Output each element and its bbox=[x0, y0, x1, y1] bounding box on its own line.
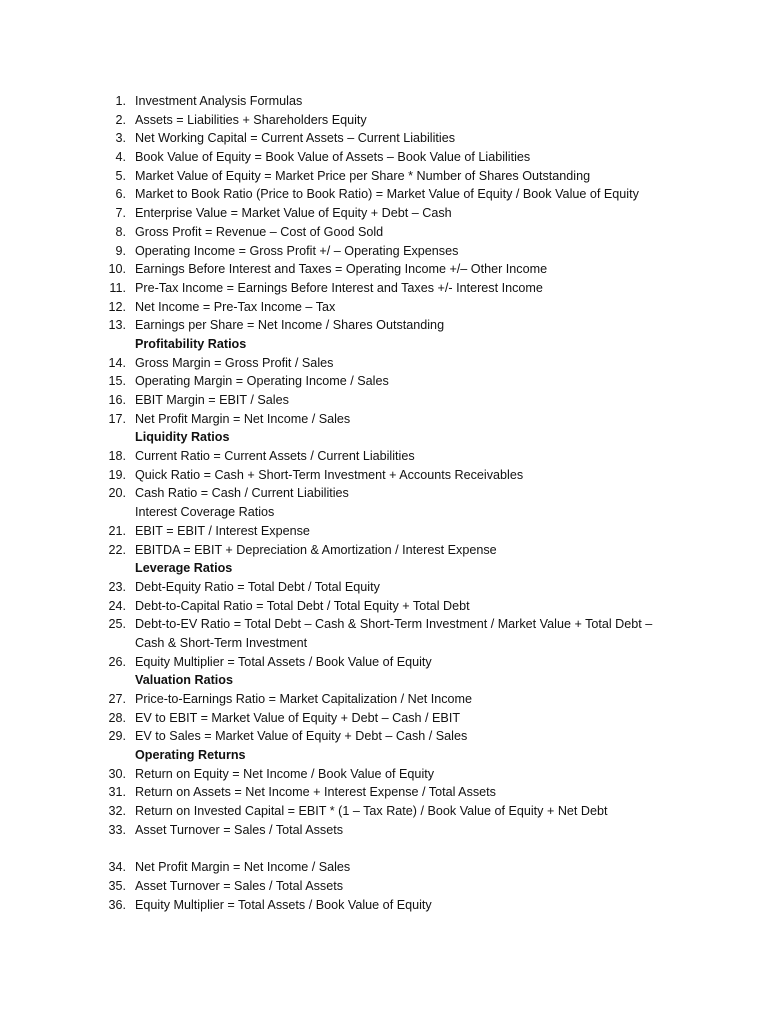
list-item-text: Price-to-Earnings Ratio = Market Capitalization / Net Income bbox=[135, 692, 473, 706]
list-item-number: 19. bbox=[108, 467, 126, 482]
list-item-text: Asset Turnover = Sales / Total Assets bbox=[135, 878, 344, 893]
list-item-number: 17. bbox=[108, 411, 126, 426]
list-item bbox=[0, 541, 768, 560]
list-item-text: Net Profit Margin = Net Income / Sales bbox=[135, 411, 351, 426]
list-item bbox=[0, 279, 768, 298]
list-item-text: Net Working Capital = Current Assets – Current Liabilities bbox=[135, 131, 455, 146]
list-item-text: Earnings per Share = Net Income / Shares Outstanding bbox=[135, 318, 445, 333]
list-item-number: 12. bbox=[108, 299, 126, 314]
list-item-text: EBIT = EBIT / Interest Expense bbox=[135, 523, 310, 538]
list-item-number: 22. bbox=[108, 542, 126, 557]
list-item-number: 3. bbox=[115, 131, 126, 146]
list-item bbox=[0, 316, 768, 335]
list-item bbox=[0, 204, 768, 223]
section-heading bbox=[0, 746, 768, 765]
list-item-text: Cash Ratio = Cash / Current Liabilities bbox=[135, 486, 349, 501]
blank-line bbox=[0, 840, 768, 859]
list-item-number: 11. bbox=[109, 280, 126, 295]
list-item bbox=[0, 447, 768, 466]
list-item-text: EBITDA = EBIT + Depreciation & Amortization / Interest Expense bbox=[135, 542, 497, 557]
list-item-number: 18. bbox=[108, 449, 126, 464]
list-item-text: Current Ratio = Current Assets / Current Liabilities bbox=[135, 449, 415, 464]
list-item-number: 14. bbox=[108, 355, 126, 370]
list-item-text: Assets = Liabilities + Shareholders Equity bbox=[135, 112, 367, 127]
list-item-number: 6. bbox=[115, 187, 126, 202]
list-item bbox=[0, 896, 768, 915]
list-item-text: Operating Income = Gross Profit +/ – Operating Expenses bbox=[135, 243, 459, 258]
list-item-number: 15. bbox=[108, 374, 126, 389]
list-item-text: Earnings Before Interest and Taxes = Operating Income +/– Other Income bbox=[135, 262, 548, 277]
list-item-number: 8. bbox=[115, 224, 126, 239]
list-item-number: 13. bbox=[108, 318, 126, 333]
list-item bbox=[0, 765, 768, 784]
list-item-text: Market Value of Equity = Market Price per Share * Number of Shares Outstanding bbox=[135, 168, 591, 183]
list-item-text: Market to Book Ratio (Price to Book Ratio) = Market Value of Equity / Book Value of Equity bbox=[135, 187, 639, 202]
list-item bbox=[0, 242, 768, 261]
formula-list bbox=[0, 92, 768, 914]
list-item bbox=[0, 92, 768, 111]
list-item bbox=[0, 354, 768, 373]
list-item-number: 5. bbox=[115, 168, 126, 183]
list-item-text: Debt-to-Capital Ratio = Total Debt / Total Equity + Total Debt bbox=[135, 598, 470, 613]
list-item-text: Gross Profit = Revenue – Cost of Good Sold bbox=[135, 224, 384, 239]
list-item bbox=[0, 410, 768, 429]
section-heading-text: Interest Coverage Ratios bbox=[135, 505, 275, 520]
list-item bbox=[0, 223, 768, 242]
list-item-number: 34. bbox=[108, 860, 126, 875]
list-item-number: 25. bbox=[108, 617, 126, 632]
list-item bbox=[0, 484, 768, 503]
list-item-text: Enterprise Value = Market Value of Equity + Debt – Cash bbox=[135, 206, 452, 221]
section-heading-text: Liquidity Ratios bbox=[135, 430, 230, 445]
list-item-number: 28. bbox=[108, 710, 126, 725]
list-item bbox=[0, 615, 768, 634]
section-heading bbox=[0, 503, 768, 522]
section-heading-text: Leverage Ratios bbox=[135, 561, 233, 576]
list-item-number: 4. bbox=[115, 150, 126, 165]
list-item-number: 1. bbox=[115, 94, 126, 108]
list-item-text: EBIT Margin = EBIT / Sales bbox=[135, 393, 289, 407]
section-heading-text: Profitability Ratios bbox=[135, 336, 247, 351]
list-item-text: Equity Multiplier = Total Assets / Book Value of Equity bbox=[135, 654, 432, 669]
list-item-text: Debt-to-EV Ratio = Total Debt – Cash & Short-Term Investment / Market Value + Total Debt – bbox=[135, 617, 653, 632]
list-item-text: Debt-Equity Ratio = Total Debt / Total Equity bbox=[135, 579, 380, 594]
list-item-text: Book Value of Equity = Book Value of Assets – Book Value of Liabilities bbox=[135, 150, 531, 165]
list-item-number: 20. bbox=[108, 486, 126, 501]
list-item bbox=[0, 298, 768, 317]
list-item bbox=[0, 578, 768, 597]
list-item-text: Gross Margin = Gross Profit / Sales bbox=[135, 355, 334, 370]
list-item-number: 33. bbox=[108, 822, 126, 837]
list-item bbox=[0, 372, 768, 391]
list-item-continuation bbox=[0, 634, 768, 653]
list-item bbox=[0, 466, 768, 485]
list-item bbox=[0, 148, 768, 167]
list-item-text: Return on Assets = Net Income + Interest Expense / Total Assets bbox=[135, 785, 496, 800]
list-item-text: Investment Analysis Formulas bbox=[135, 94, 303, 108]
list-item bbox=[0, 858, 768, 877]
list-item bbox=[0, 877, 768, 896]
list-item-text: Cash & Short-Term Investment bbox=[135, 635, 308, 650]
section-heading bbox=[0, 428, 768, 447]
list-item-number: 2. bbox=[115, 112, 126, 127]
list-item-text: Quick Ratio = Cash + Short-Term Investment + Accounts Receivables bbox=[135, 467, 524, 482]
list-item-number: 21. bbox=[108, 523, 126, 538]
list-item-text: Return on Invested Capital = EBIT * (1 – Tax Rate) / Book Value of Equity + Net Debt bbox=[135, 804, 608, 819]
list-item bbox=[0, 802, 768, 821]
list-item bbox=[0, 129, 768, 148]
list-item-text: Asset Turnover = Sales / Total Assets bbox=[135, 822, 344, 837]
list-item bbox=[0, 690, 768, 709]
section-heading-text: Operating Returns bbox=[135, 748, 246, 763]
list-item bbox=[0, 522, 768, 541]
list-item bbox=[0, 653, 768, 672]
section-heading bbox=[0, 559, 768, 578]
list-item-text: Net Income = Pre-Tax Income – Tax bbox=[135, 299, 336, 314]
list-item-text: EV to Sales = Market Value of Equity + Debt – Cash / Sales bbox=[135, 729, 468, 744]
list-item bbox=[0, 111, 768, 130]
list-item bbox=[0, 597, 768, 616]
list-item bbox=[0, 260, 768, 279]
list-item-number: 23. bbox=[108, 579, 126, 594]
list-item-text: Pre-Tax Income = Earnings Before Interest and Taxes +/- Interest Income bbox=[135, 280, 543, 295]
list-item-text: Equity Multiplier = Total Assets / Book Value of Equity bbox=[135, 897, 432, 912]
list-item bbox=[0, 391, 768, 410]
list-item-number: 31. bbox=[108, 785, 126, 800]
section-heading bbox=[0, 671, 768, 690]
list-item-number: 29. bbox=[108, 729, 126, 744]
list-item bbox=[0, 821, 768, 840]
list-item-text: Operating Margin = Operating Income / Sales bbox=[135, 374, 389, 389]
list-item bbox=[0, 709, 768, 728]
list-item-number: 16. bbox=[108, 393, 126, 407]
list-item-number: 30. bbox=[108, 766, 126, 781]
list-item-text: Return on Equity = Net Income / Book Value of Equity bbox=[135, 766, 435, 781]
list-item-number: 27. bbox=[108, 692, 126, 706]
list-item-number: 10. bbox=[108, 262, 126, 277]
list-item-number: 35. bbox=[108, 878, 126, 893]
list-item bbox=[0, 167, 768, 186]
list-item-text: Net Profit Margin = Net Income / Sales bbox=[135, 860, 351, 875]
list-item bbox=[0, 783, 768, 802]
list-item-number: 36. bbox=[108, 897, 126, 912]
section-heading-text: Valuation Ratios bbox=[135, 673, 233, 688]
list-item-number: 26. bbox=[108, 654, 126, 669]
section-heading bbox=[0, 335, 768, 354]
list-item-number: 9. bbox=[115, 243, 126, 258]
list-item-number: 32. bbox=[108, 804, 126, 819]
list-item bbox=[0, 185, 768, 204]
list-item bbox=[0, 727, 768, 746]
list-item-number: 24. bbox=[108, 598, 126, 613]
list-item-number: 7. bbox=[115, 206, 126, 221]
list-item-text: EV to EBIT = Market Value of Equity + Debt – Cash / EBIT bbox=[135, 710, 461, 725]
